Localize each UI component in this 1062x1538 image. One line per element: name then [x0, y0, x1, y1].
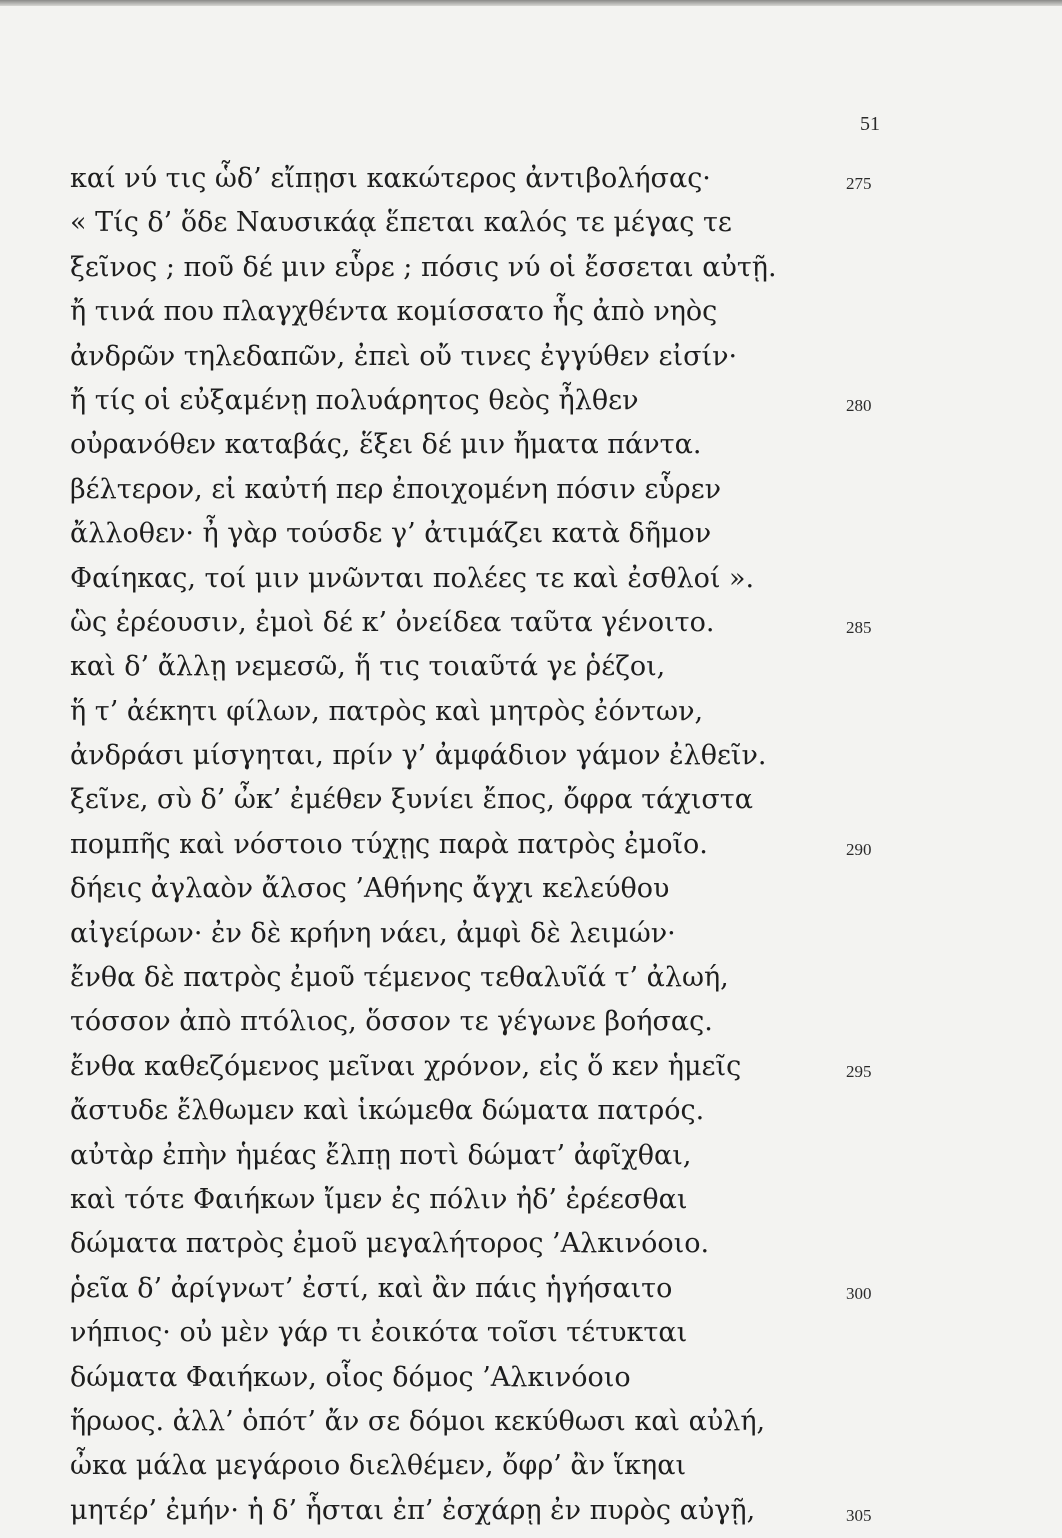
verse-line: [70, 512, 990, 556]
verse-line: [70, 823, 990, 867]
verse-line: [70, 1267, 990, 1311]
verse-line: [70, 1134, 990, 1178]
verse-line: [70, 1444, 990, 1488]
verse-line: [70, 201, 990, 245]
verse-line: [70, 1489, 990, 1533]
line-number: 280: [846, 395, 872, 415]
verse-line: [70, 468, 990, 512]
verse-text: οὐρανόθεν καταβάς, ἕξει δέ μιν ἤματα πάντα.: [70, 429, 702, 461]
verse-text: ὦκα μάλα μεγάροιο διελθέμεν, ὄφρ’ ἂν ἵκηαι: [70, 1450, 687, 1482]
verse-line: [70, 1222, 990, 1266]
verse-line: [70, 1000, 990, 1044]
verse-line: [70, 734, 990, 778]
verse-line: [70, 912, 990, 956]
verse-line: [70, 601, 990, 645]
verse-text: καί νύ τις ὧδ’ εἴπῃσι κακώτερος ἀντιβολήσας·: [70, 163, 711, 194]
verse-text: « Τίς δ’ ὅδε Ναυσικάᾳ ἕπεται καλός τε μέγας τε: [70, 207, 732, 239]
verse-text: ἄλλοθεν· ἦ γὰρ τούσδε γ’ ἀτιμάζει κατὰ δῆμον: [70, 518, 712, 550]
verse-text: ἀνδράσι μίσγηται, πρίν γ’ ἀμφάδιον γάμον ἐλθεῖν.: [70, 740, 767, 772]
line-number: 290: [846, 839, 872, 859]
verse-line: [70, 1178, 990, 1222]
verse-line: [70, 690, 990, 734]
verse-text: ἤ τίς οἱ εὐξαμένῃ πολυάρητος θεὸς ἦλθεν: [70, 384, 639, 416]
verse-line: [70, 867, 990, 911]
line-number: 300: [846, 1283, 872, 1303]
verse-text: τόσσον ἀπὸ πτόλιος, ὅσσον τε γέγωνε βοήσας.: [70, 1006, 713, 1038]
line-number: 275: [846, 174, 872, 193]
verse-text: ἔνθα δὲ πατρὸς ἐμοῦ τέμενος τεθαλυῖά τ’ ἀλωή,: [70, 962, 729, 994]
verse-text: δώματα πατρὸς ἐμοῦ μεγαλήτορος ’Αλκινόοιο.: [70, 1228, 710, 1260]
verse-text: ξεῖνος ; ποῦ δέ μιν εὗρε ; πόσις νύ οἱ ἔσσεται αὐτῇ.: [70, 251, 777, 283]
verse-line: [70, 956, 990, 1000]
verse-line: [70, 1089, 990, 1133]
verse-text: αὐτὰρ ἐπὴν ἡμέας ἔλπῃ ποτὶ δώματ’ ἀφῖχθαι,: [70, 1139, 692, 1171]
verse-line: [70, 778, 990, 822]
verse-line: [70, 246, 990, 290]
verse-text: ἄστυδε ἔλθωμεν καὶ ἱκώμεθα δώματα πατρός.: [70, 1095, 705, 1127]
verse-text: ξεῖνε, σὺ δ’ ὦκ’ ἐμέθεν ξυνίει ἔπος, ὄφρα τάχιστα: [70, 784, 753, 816]
verse-line: [70, 157, 990, 201]
line-number: 285: [846, 617, 872, 637]
verse-text: μητέρ’ ἐμήν· ἡ δ’ ἧσται ἐπ’ ἐσχάρῃ ἐν πυρὸς αὐγῇ,: [70, 1494, 756, 1526]
page-top-edge: [0, 0, 1062, 6]
verse-line: [70, 1311, 990, 1355]
verse-text: ἥ τ’ ἀέκητι φίλων, πατρὸς καὶ μητρὸς ἐόντων,: [70, 695, 704, 727]
verse-text: ἤ τινά που πλαγχθέντα κομίσσατο ἧς ἀπὸ νηὸς: [70, 296, 718, 328]
verse-line: [70, 557, 990, 601]
verse-line: [70, 1400, 990, 1444]
verse-line: [70, 335, 990, 379]
verse-text: δώματα Φαιήκων, οἷος δόμος ’Αλκινόοιο: [70, 1361, 631, 1393]
verse-line: [70, 423, 990, 467]
verse-line: [70, 290, 990, 334]
verse-text: καὶ δ’ ἄλλῃ νεμεσῶ, ἥ τις τοιαῦτά γε ῥέζοι,: [70, 651, 666, 683]
verse-text: ἥρωος. ἀλλ’ ὁπότ’ ἄν σε δόμοι κεκύθωσι καὶ αὐλή,: [70, 1405, 766, 1437]
verse-text: καὶ τότε Φαιήκων ἴμεν ἐς πόλιν ἠδ’ ἐρέεσθαι: [70, 1183, 688, 1215]
verse-text: ἔνθα καθεζόμενος μεῖναι χρόνον, εἰς ὅ κεν ἡμεῖς: [70, 1050, 742, 1082]
line-number: 305: [846, 1505, 872, 1525]
verse-text: αἰγείρων· ἐν δὲ κρήνη νάει, ἀμφὶ δὲ λειμών·: [70, 917, 676, 949]
verse-text: βέλτερον, εἰ καὐτή περ ἐποιχομένη πόσιν εὗρεν: [70, 473, 721, 505]
verse-text: ὣς ἐρέουσιν, ἐμοὶ δέ κ’ ὀνείδεα ταῦτα γένοιτο.: [70, 606, 715, 638]
verse-text: ῥεῖα δ’ ἀρίγνωτ’ ἐστί, καὶ ἂν πάις ἡγήσαιτο: [70, 1272, 673, 1304]
line-number: 295: [846, 1061, 872, 1081]
verse-text: πομπῆς καὶ νόστοιο τύχῃς παρὰ πατρὸς ἐμοῖο.: [70, 828, 708, 860]
verse-line: [70, 1356, 990, 1400]
verse-text: δήεις ἀγλαὸν ἄλσος ’Αθήνης ἄγχι κελεύθου: [70, 873, 670, 905]
verse-block: [70, 157, 990, 1533]
verse-text: νήπιος· οὐ μὲν γάρ τι ἐοικότα τοῖσι τέτυκται: [70, 1317, 688, 1349]
verse-text: ἀνδρῶν τηλεδαπῶν, ἐπεὶ οὔ τινες ἐγγύθεν εἰσίν·: [70, 340, 738, 372]
verse-line: [70, 645, 990, 689]
verse-line: [70, 379, 990, 423]
page-number: 51: [860, 113, 880, 135]
verse-text: Φαίηκας, τοί μιν μνῶνται πολέες τε καὶ ἐσθλοί ».: [70, 562, 755, 594]
verse-line: [70, 1045, 990, 1089]
